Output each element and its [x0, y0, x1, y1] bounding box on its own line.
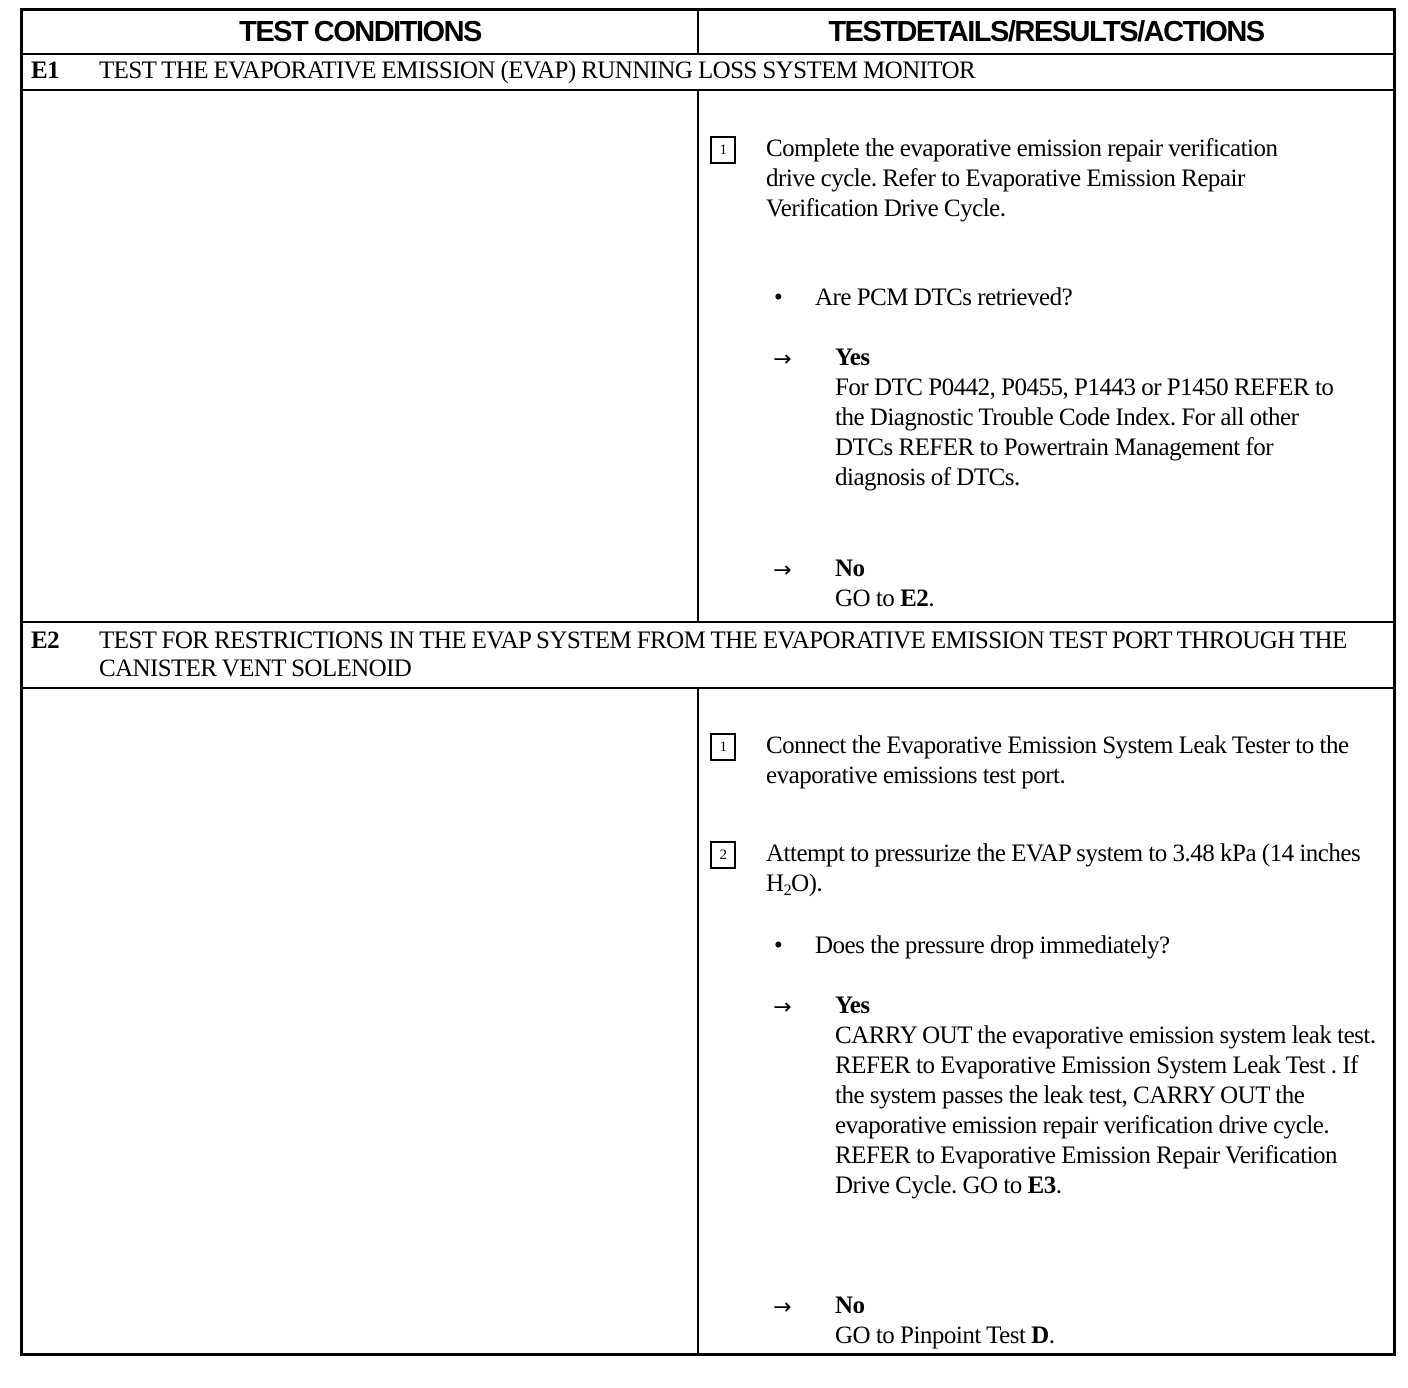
no-answer — [835, 1291, 1385, 1351]
right-arrow-icon: → — [773, 995, 791, 1020]
yes-label: Yes — [835, 344, 870, 371]
yes-text-suffix: . — [1055, 1172, 1062, 1199]
test-conditions-cell — [23, 689, 699, 1353]
header-test-details: TESTDETAILS/RESULTS/ACTIONS — [828, 15, 1264, 48]
bullet-icon: • — [774, 932, 783, 959]
action-text-part: Attempt to pressurize the EVAP system to 3.48 kPa (14 inches H — [766, 840, 1361, 897]
yes-label: Yes — [835, 992, 870, 1019]
step-e2-body — [23, 689, 1393, 1353]
step-number-box: 1 — [710, 136, 736, 164]
bullet-icon: • — [774, 284, 783, 311]
diagnostic-table — [20, 8, 1396, 1356]
no-label: No — [835, 555, 865, 582]
step-id: E1 — [31, 57, 59, 84]
subscript: 2 — [783, 882, 792, 899]
table-header — [23, 11, 1393, 55]
action-text — [766, 839, 1386, 899]
step-e2-title-row — [23, 623, 1393, 689]
step-title: TEST FOR RESTRICTIONS IN THE EVAP SYSTEM FROM THE EVAPORATIVE EMISSION TEST PORT THROUGH THE CANISTER VENT SOLENOID — [99, 627, 1347, 682]
question-text: Does the pressure drop immediately? — [815, 932, 1170, 959]
no-text-suffix: . — [928, 585, 934, 612]
yes-text — [835, 1021, 1380, 1201]
right-arrow-icon: → — [773, 558, 791, 583]
yes-text: For DTC P0442, P0455, P1443 or P1450 REFER to the Diagnostic Trouble Code Index. For all other DTCs REFER to Powertrain Management for diagnosis of DTCs. — [835, 374, 1334, 491]
no-text — [835, 584, 1385, 614]
step-title: TEST THE EVAPORATIVE EMISSION (EVAP) RUNNING LOSS SYSTEM MONITOR — [99, 57, 976, 84]
right-arrow-icon: → — [773, 1295, 791, 1320]
yes-text-body: CARRY OUT the evaporative emission system leak test. REFER to Evaporative Emission System Leak Test . If the system passes the leak test, CARRY OUT the evaporative emission repair verification drive cycle. REFER to Evaporative Emission Repair Verification Drive Cycle. GO to — [835, 1022, 1376, 1199]
action-text-part: O). — [791, 870, 823, 897]
no-label: No — [835, 1292, 865, 1319]
yes-answer — [835, 343, 1345, 493]
goto-step-link[interactable]: E3 — [1027, 1172, 1056, 1199]
yes-answer — [835, 991, 1380, 1201]
step-number-box: 2 — [710, 841, 736, 869]
no-text-suffix: . — [1048, 1322, 1055, 1349]
goto-step-link[interactable]: E2 — [900, 585, 929, 612]
no-text — [835, 1321, 1385, 1351]
question-text: Are PCM DTCs retrieved? — [815, 284, 1073, 311]
test-details-cell — [699, 689, 1393, 1353]
right-arrow-icon: → — [773, 347, 791, 372]
no-answer — [835, 554, 1385, 614]
step-e1-title-row — [23, 55, 1393, 91]
header-test-conditions: TEST CONDITIONS — [23, 11, 699, 53]
action-text: Connect the Evaporative Emission System Leak Tester to the evaporative emissions test port. — [766, 732, 1349, 789]
test-details-cell — [699, 91, 1393, 621]
test-conditions-cell — [23, 91, 699, 621]
step-e1-body — [23, 91, 1393, 623]
step-id: E2 — [31, 627, 59, 654]
goto-pinpoint-link[interactable]: D — [1031, 1322, 1049, 1349]
action-text: Complete the evaporative emission repair verification drive cycle. Refer to Evaporative Emission Repair Verification Drive Cycle. — [766, 135, 1278, 222]
step-number-box: 1 — [710, 733, 736, 761]
no-text-prefix: GO to — [835, 585, 901, 612]
no-text-prefix: GO to Pinpoint Test — [835, 1322, 1032, 1349]
